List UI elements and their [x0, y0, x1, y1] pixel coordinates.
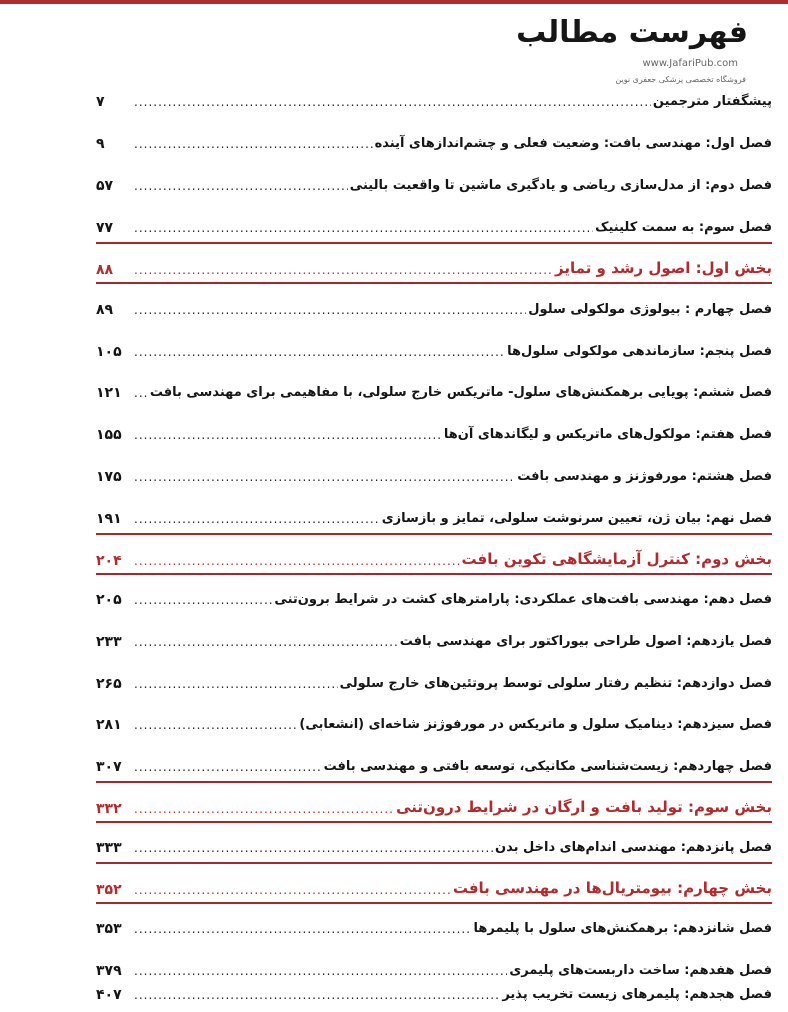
toc-entry-page: ۹: [96, 136, 105, 152]
toc-entry-page: ۳۵۳: [96, 921, 122, 937]
toc-entry[interactable]: [96, 906, 772, 940]
toc-entry-title: فصل یازدهم: اصول طراحی بیوراکتور برای مهندسی بافت: [399, 634, 772, 649]
toc-entry-page: ۱۷۵: [96, 469, 122, 485]
toc-entry-page: ۳۳۳: [96, 840, 122, 856]
leader-dots: [134, 512, 380, 530]
leader-dots: [134, 802, 394, 820]
toc-entry[interactable]: [96, 121, 772, 155]
part-divider: [96, 902, 772, 904]
leader-dots: [134, 718, 297, 736]
toc-entry-page: ۱۲۱: [96, 385, 122, 401]
toc-entry-page: ۱۰۵: [96, 344, 122, 360]
toc-entry[interactable]: [96, 79, 772, 113]
toc-entry[interactable]: [96, 287, 772, 321]
part-divider: [96, 573, 772, 575]
leader-dots: [134, 386, 148, 404]
toc-entry[interactable]: [96, 205, 772, 239]
toc-entry-title: فصل دوازدهم: تنظیم رفتار سلولی توسط پروتئین‌های خارج سلولی: [339, 676, 772, 691]
toc-entry-title: فصل شانزدهم: برهمکنش‌های سلول با پلیمرها: [473, 921, 772, 936]
toc-entry[interactable]: [96, 370, 772, 404]
toc-entry-page: ۸۸: [96, 262, 114, 278]
toc-entry-title: بخش دوم: کنترل آزمایشگاهی تکوین بافت: [461, 550, 772, 568]
toc-entry-page: ۳۳۲: [96, 801, 122, 817]
toc-entry-page: ۵۷: [96, 178, 114, 194]
toc-part-heading[interactable]: [96, 867, 772, 901]
leader-dots: [134, 554, 460, 572]
toc-entry-page: ۷۷: [96, 220, 114, 236]
leader-dots: [134, 428, 442, 446]
part-divider: [96, 821, 772, 823]
leader-dots: [134, 635, 398, 653]
part-divider: [96, 781, 772, 783]
toc-entry[interactable]: [96, 496, 772, 530]
leader-dots: [134, 470, 515, 488]
toc-entry[interactable]: [96, 744, 772, 778]
leader-dots: [134, 677, 338, 695]
page-title: فهرست مطالب: [516, 15, 748, 50]
publisher-url: www.JafariPub.com: [642, 58, 738, 69]
toc-entry-title: فصل چهارم : بیولوژی مولکولی سلول: [528, 302, 772, 317]
toc-entry-title: فصل دهم: مهندسی بافت‌های عملکردی: پارامترهای کشت در شرایط برون‌تنی: [274, 592, 772, 607]
toc-entry-page: ۱۹۱: [96, 511, 122, 527]
toc-entry[interactable]: [96, 702, 772, 736]
toc-entry[interactable]: [96, 825, 772, 859]
toc-entry-title: فصل سیزدهم: دینامیک سلول و ماتریکس در مورفوژنز شاخه‌ای (انشعابی): [299, 717, 772, 732]
leader-dots: [134, 345, 505, 363]
toc-entry-title: فصل پنجم: سازماندهی مولکولی سلول‌ها: [507, 344, 772, 359]
toc-part-heading[interactable]: [96, 538, 772, 572]
leader-dots: [134, 922, 472, 940]
toc-entry-page: ۲۰۴: [96, 553, 122, 569]
toc-entry-page: ۸۹: [96, 302, 114, 318]
toc-entry-page: ۴۰۷: [96, 987, 122, 1003]
toc-entry-title: فصل پانزدهم: مهندسی اندام‌های داخل بدن: [495, 840, 772, 855]
toc-entry-page: ۲۰۵: [96, 592, 122, 608]
leader-dots: [134, 593, 272, 611]
toc-entry-title: فصل چهاردهم: زیست‌شناسی مکانیکی، توسعه بافتی و مهندسی بافت: [323, 759, 772, 774]
toc-entry-title: فصل هفدهم: ساخت داربست‌های پلیمری: [509, 963, 772, 978]
leader-dots: [134, 263, 553, 281]
toc-entry-title: فصل سوم: به سمت کلینیک: [595, 220, 772, 235]
toc-entry-page: ۳۰۷: [96, 759, 122, 775]
leader-dots: [134, 95, 651, 113]
toc-entry-page: ۲۸۱: [96, 717, 122, 733]
toc-entry[interactable]: [96, 329, 772, 363]
toc-entry[interactable]: [96, 412, 772, 446]
leader-dots: [134, 303, 526, 321]
toc-entry-page: ۱۵۵: [96, 427, 122, 443]
toc-entry-page: ۲۶۵: [96, 676, 122, 692]
toc-entry[interactable]: [96, 661, 772, 695]
toc-part-heading[interactable]: [96, 247, 772, 281]
part-divider: [96, 282, 772, 284]
toc-entry-page: ۲۳۳: [96, 634, 122, 650]
leader-dots: [134, 841, 493, 859]
leader-dots: [134, 883, 451, 901]
toc-part-heading[interactable]: [96, 786, 772, 820]
part-divider: [96, 242, 772, 244]
toc-entry[interactable]: [96, 577, 772, 611]
toc-entry-title: فصل هجدهم: پلیمرهای زیست تخریب پذیر: [502, 987, 772, 1002]
toc-entry-title: فصل هشتم: مورفوژنز و مهندسی بافت: [517, 469, 772, 484]
toc-entry-title: بخش چهارم: بیومتریال‌ها در مهندسی بافت: [452, 879, 772, 897]
leader-dots: [134, 137, 373, 155]
toc-entry-title: فصل ششم: پویایی برهمکنش‌های سلول- ماتریکس خارج سلولی، با مفاهیمی برای مهندسی بافت: [149, 385, 772, 400]
toc-entry-title: پیشگفتار مترجمین: [652, 94, 772, 109]
leader-dots: [134, 179, 348, 197]
part-divider: [96, 862, 772, 864]
part-divider: [96, 533, 772, 535]
toc-entry[interactable]: [96, 619, 772, 653]
toc-entry-page: ۳۷۹: [96, 963, 122, 979]
leader-dots: [134, 760, 322, 778]
toc-entry-page: ۳۵۲: [96, 882, 122, 898]
toc-entry[interactable]: [96, 972, 772, 1006]
leader-dots: [134, 221, 593, 239]
toc-entry-title: فصل دوم: از مدل‌سازی ریاضی و یادگیری ماشین تا واقعیت بالینی: [349, 178, 772, 193]
toc-entry-title: بخش اول: اصول رشد و تمایز: [555, 259, 772, 277]
publisher-name: فروشگاه تخصصی پزشکی جعفری نوین: [615, 75, 746, 84]
toc-entry-title: فصل اول: مهندسی بافت: وضعیت فعلی و چشم‌اندازهای آینده: [374, 136, 772, 151]
leader-dots: [134, 988, 500, 1006]
toc-entry[interactable]: [96, 163, 772, 197]
toc-entry-page: ۷: [96, 94, 105, 110]
toc-entry-title: فصل نهم: بیان ژن، تعیین سرنوشت سلولی، تمایز و بازسازی: [381, 511, 772, 526]
toc-entry-title: فصل هفتم: مولکول‌های ماتریکس و لیگاندهای آن‌ها: [443, 427, 772, 442]
toc-entry-title: بخش سوم: تولید بافت و ارگان در شرایط درون‌تنی: [396, 798, 772, 816]
toc-entry[interactable]: [96, 454, 772, 488]
